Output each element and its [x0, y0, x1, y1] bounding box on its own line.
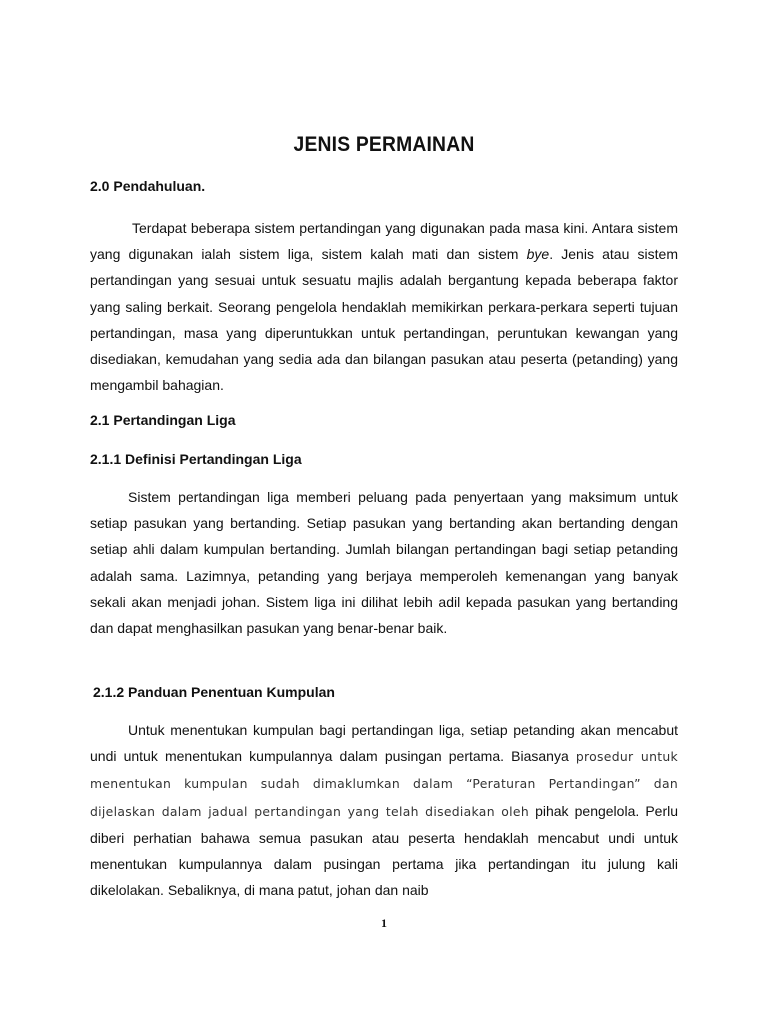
- paragraph-text: Terdapat beberapa sistem pertandingan yang digunakan pada masa kini. Antara sistem yang digunakan ialah sistem liga, sistem kalah mati dan sistem: [90, 220, 678, 263]
- paragraph-panduan: [90, 717, 678, 903]
- section-heading-panduan: 2.1.2 Panduan Penentuan Kumpulan: [93, 684, 335, 700]
- paragraph-text-alt-font: prosedur untuk menentukan kumpulan sudah dimaklumkan dalam “Peraturan Pertandingan” dan dijelaskan dalam jadual pertandingan yang telah disediakan oleh: [90, 749, 679, 819]
- paragraph-text: . Jenis atau sistem pertandingan yang sesuai untuk sesuatu majlis adalah bergantung kepada beberapa faktor yang saling berkait. Seorang pengelola hendaklah memikirkan perkara-perkara seperti tujuan pertandingan, masa yang diperuntukkan untuk pertandingan, peruntukan kewangan yang disediakan, kemudahan yang sedia ada dan bilangan pasukan atau peserta (petanding) yang mengambil bahagian.: [90, 246, 679, 394]
- section-heading-pendahuluan: 2.0 Pendahuluan.: [90, 178, 206, 194]
- italic-term-bye: bye: [526, 246, 550, 263]
- document-title: JENIS PERMAINAN: [293, 133, 475, 156]
- section-heading-definisi: 2.1.1 Definisi Pertandingan Liga: [90, 451, 302, 467]
- paragraph-text: pihak pengelola. Perlu diberi perhatian bahawa semua pasukan atau peserta hendaklah mencabut undi untuk menentukan kumpulannya dalam pusingan pertama jika pertandingan itu julung kali dikelolakan. Sebaliknya, di mana patut, johan dan naib: [90, 802, 679, 899]
- paragraph-definisi: Sistem pertandingan liga memberi peluang pada penyertaan yang maksimum untuk setiap pasukan yang bertanding. Setiap pasukan yang bertanding akan bertanding dengan setiap ahli dalam kumpulan bertanding. Jumlah bilangan pertandingan bagi setiap petanding adalah sama. Lazimnya, petanding yang berjaya memperoleh kemenangan yang banyak sekali akan menjadi johan. Sistem liga ini dilihat lebih adil kepada pasukan yang bertanding dan dapat menghasilkan pasukan yang benar-benar baik.: [90, 489, 678, 637]
- paragraph-pendahuluan: [90, 215, 678, 398]
- paragraph-text: Untuk menentukan kumpulan bagi pertandingan liga, setiap petanding akan mencabut undi untuk menentukan kumpulannya dalam pusingan pertama. Biasanya: [90, 722, 678, 765]
- section-heading-pertandingan-liga: 2.1 Pertandingan Liga: [90, 412, 236, 428]
- page-number: 1: [381, 916, 387, 930]
